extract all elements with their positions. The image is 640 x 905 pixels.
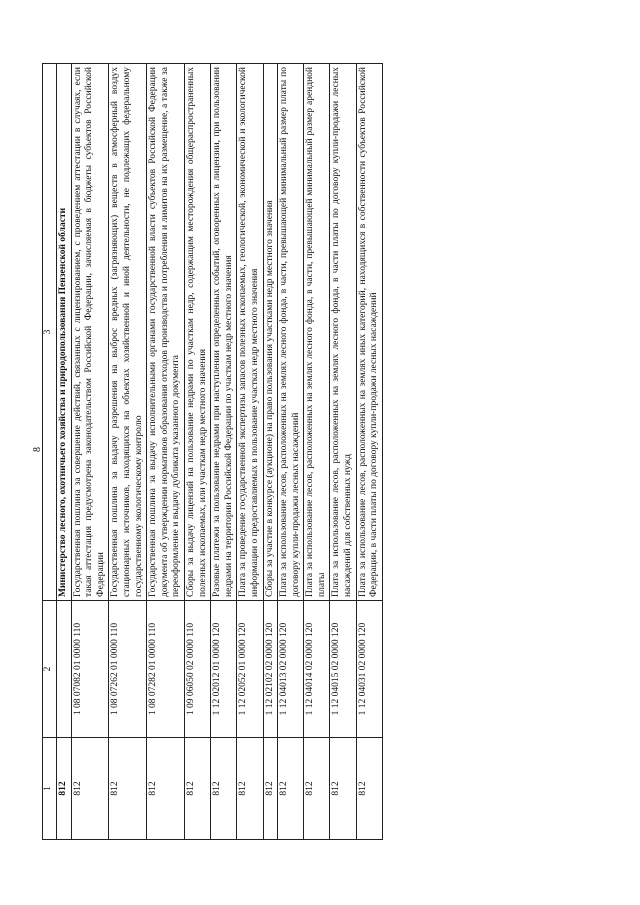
revenue-code-cell: 1 12 04014 02 0000 120	[304, 601, 330, 738]
admin-code-cell: 812	[237, 738, 263, 840]
admin-code-cell: 812	[263, 738, 278, 840]
revenue-name-cell: Сборы за участие в конкурсе (аукционе) на право пользования участками недр местного значения	[263, 64, 278, 601]
revenue-name-cell: Министерство лесного, охотничьего хозяйства и природопользования Пензенской области	[57, 64, 72, 601]
revenue-name-cell: Плата за использование лесов, расположенных на землях лесного фонда, в части платы по договору купли-продажи лесных насаждений для собственных нужд	[330, 64, 356, 601]
revenue-code-cell: 1 12 02102 02 0000 120	[263, 601, 278, 738]
column-number: 3	[43, 64, 57, 601]
admin-code-cell: 812	[71, 738, 109, 840]
admin-code-cell: 812	[211, 738, 237, 840]
column-number: 2	[43, 601, 57, 738]
table-row	[211, 64, 237, 840]
table-row	[109, 64, 147, 840]
admin-code-cell: 812	[57, 738, 72, 840]
revenue-name-cell: Государственная пошлина за выдачу исполнительными органами государственной власти субъектов Российской Федерации документа об утверждении нормативов образования отходов производства и потребления и лимитов на их размещение, а также за переоформление и выдачу дубликата указанного документа	[147, 64, 185, 601]
revenue-code-cell	[57, 601, 72, 738]
revenue-name-cell: Плата за использование лесов, расположенных на землях лесного фонда, в части, превышающей минимальный размер платы по договору купли-продажи лесных насаждений	[278, 64, 304, 601]
revenue-name-cell: Плата за проведение государственной экспертизы запасов полезных ископаемых, геологической, экономической и экологической информации о предоставляемых в пользование участках недр местного значения	[237, 64, 263, 601]
revenue-code-cell: 1 08 07262 01 0000 110	[109, 601, 147, 738]
admin-code-cell: 812	[278, 738, 304, 840]
admin-code-cell: 812	[184, 738, 210, 840]
revenue-code-cell: 1 12 04013 02 0000 120	[278, 601, 304, 738]
table-row	[71, 64, 109, 840]
revenue-codes-table	[42, 63, 383, 840]
revenue-name-cell: Государственная пошлина за совершение действий, связанных с лицензированием, с проведением аттестации в случаях, если такая аттестация предусмотрена законодательством Российской Федерации, зачисляемая в бюджеты субъектов Российской Федерации	[71, 64, 109, 601]
revenue-code-cell: 1 09 06050 02 0000 110	[184, 601, 210, 738]
rotated-table-container	[42, 64, 383, 840]
admin-code-cell: 812	[304, 738, 330, 840]
table-row	[147, 64, 185, 840]
page-number: 8	[32, 447, 43, 452]
revenue-code-cell: 1 08 07082 01 0000 110	[71, 601, 109, 738]
revenue-code-cell: 1 12 02052 01 0000 120	[237, 601, 263, 738]
table-row	[330, 64, 356, 840]
admin-code-cell: 812	[109, 738, 147, 840]
column-number: 1	[43, 738, 57, 840]
revenue-name-cell: Плата за использование лесов, расположенных на землях иных категорий, находящихся в собственности субъектов Российской Федерации, в части платы по договору купли-продажи лесных насаждений	[356, 64, 382, 601]
table-row	[304, 64, 330, 840]
table-row	[184, 64, 210, 840]
admin-code-cell: 812	[330, 738, 356, 840]
column-number-row	[43, 64, 57, 840]
table-row	[57, 64, 72, 840]
revenue-code-cell: 1 08 07282 01 0000 110	[147, 601, 185, 738]
revenue-code-cell: 1 12 02012 01 0000 120	[211, 601, 237, 738]
revenue-code-cell: 1 12 04015 02 0000 120	[330, 601, 356, 738]
table-row	[237, 64, 263, 840]
revenue-name-cell: Разовые платежи за пользование недрами при наступлении определенных событий, оговоренных в лицензии, при пользовании недрами на территории Российской Федерации по участкам недр местного значения	[211, 64, 237, 601]
revenue-name-cell: Государственная пошлина за выдачу разрешения на выброс вредных (загрязняющих) веществ в атмосферный воздух стационарных источников, находящихся на объектах хозяйственной и иной деятельности, не подлежащих федеральному государственному экологическому контролю	[109, 64, 147, 601]
table-row	[278, 64, 304, 840]
admin-code-cell: 812	[356, 738, 382, 840]
table-row	[263, 64, 278, 840]
revenue-name-cell: Плата за использование лесов, расположенных на землях лесного фонда, в части, превышающей минимальный размер арендной платы	[304, 64, 330, 601]
revenue-name-cell: Сборы за выдачу лицензий на пользование недрами по участкам недр, содержащим месторождения общераспространенных полезных ископаемых, или участкам недр местного значения	[184, 64, 210, 601]
table-row	[356, 64, 382, 840]
revenue-code-cell: 1 12 04031 02 0000 120	[356, 601, 382, 738]
admin-code-cell: 812	[147, 738, 185, 840]
